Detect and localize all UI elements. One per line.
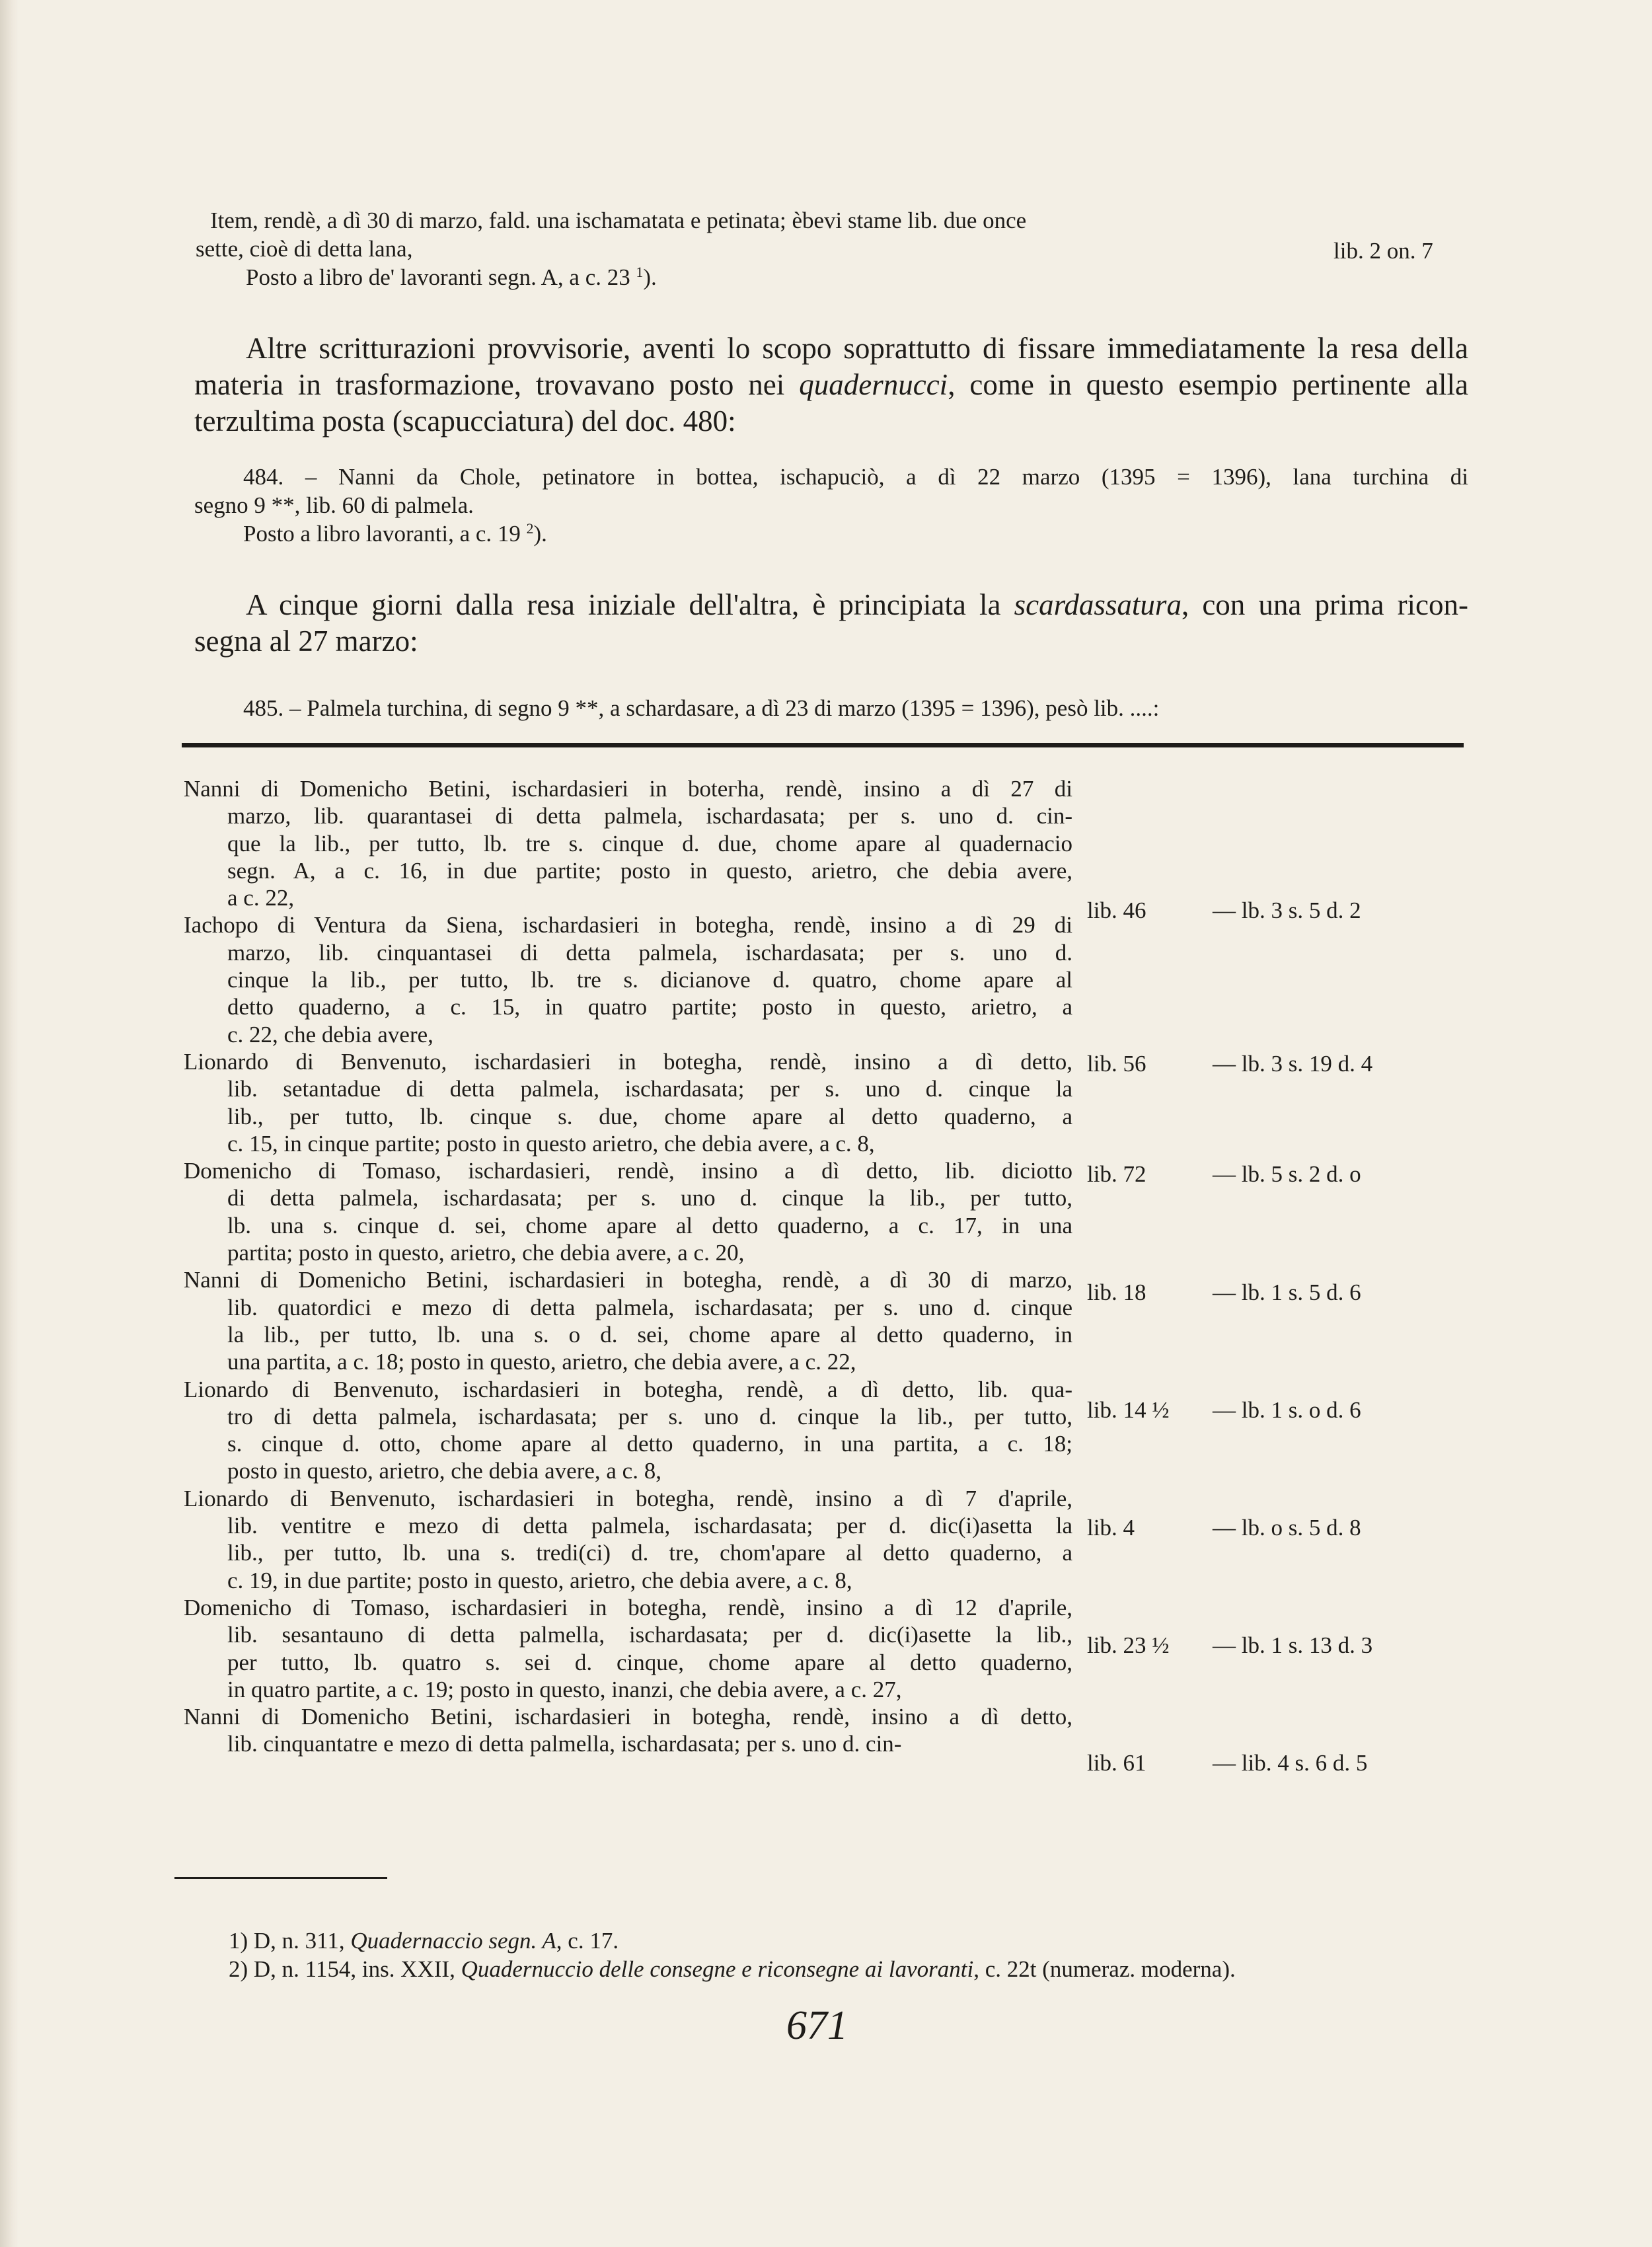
- amount-lb-s-d: — lb. 1 s. 13 d. 3: [1213, 1632, 1373, 1658]
- intro-line-3: [246, 263, 1333, 291]
- amount-lib: lib. 14 ½: [1087, 1397, 1170, 1423]
- ledger-text: [184, 775, 1072, 1757]
- ledger-line: s. cinque d. otto, chome apare al detto quaderno, in una partita, a c. 18;: [227, 1431, 1072, 1457]
- amount-lb-s-d: — lb. 5 s. 2 d. o: [1213, 1161, 1361, 1187]
- amount-lb-s-d: — lb. o s. 5 d. 8: [1213, 1515, 1361, 1541]
- footnote-1: [229, 1926, 1418, 1955]
- amount-lib: lib. 72: [1087, 1161, 1146, 1187]
- ledger-line: lib. setantadue di detta palmela, ischardasata; per s. uno d. cinque la: [227, 1076, 1072, 1102]
- doc-484-text-1: 484. – Nanni da Chole, petinatore in bottea, ischapuciò, a dì 22 marzo (1395 = 1396), lana turchina di: [243, 464, 1468, 490]
- ledger-line: lib. sesantauno di detta palmella, ischardasata; per d. dic(i)asette la lib.,: [227, 1622, 1072, 1648]
- paragraph-1: [194, 330, 1468, 439]
- footnote-1-end: , c. 17.: [556, 1928, 619, 1954]
- p1-text-1: Altre scritturazioni provvisorie, aventi lo scopo soprattutto di fissare immediatamente la resa della: [246, 332, 1468, 365]
- paragraph-1-line-3: terzultima posta (scapucciatura) del doc. 480:: [194, 404, 736, 438]
- intro-entry: [196, 206, 1333, 291]
- ledger-line: lb. una s. cinque d. sei, chome apare al detto quaderno, a c. 17, in una: [227, 1212, 1072, 1238]
- amount-lib: lib. 56: [1087, 1051, 1146, 1077]
- ledger-line: marzo, lib. cinquantasei di detta palmela, ischardasata; per s. uno d.: [227, 939, 1072, 966]
- ledger-line: a c. 22,: [227, 885, 295, 911]
- amount-lb-s-d: — lb. 3 s. 5 d. 2: [1213, 897, 1361, 923]
- doc-484-line-3: [243, 519, 1468, 548]
- ledger-line: que la lib., per tutto, lb. tre s. cinque d. due, chome apare al quadernacio: [227, 830, 1072, 857]
- intro-line-1: Item, rendè, a dì 30 di marzo, fald. una ischamatata e petinata; èbevi stame lib. due once: [210, 208, 1027, 233]
- intro-line-2: sette, cioè di detta lana,: [196, 236, 413, 262]
- ledger-line: lib. cinquantatre e mezo di detta palmella, ischardasata; per s. uno d. cin-: [227, 1731, 902, 1757]
- footnote-ref-2: 2: [526, 521, 534, 537]
- amount-row: [1087, 1749, 1367, 1777]
- ledger-line: c. 22, che debia avere,: [227, 1021, 433, 1047]
- ledger-line: Iachopo di Ventura da Siena, ischardasieri in botegha, rendè, insino a dì 29 di: [184, 912, 1072, 938]
- amount-lib: lib. 61: [1087, 1750, 1146, 1776]
- amount-lb-s-d: — lib. 4 s. 6 d. 5: [1213, 1750, 1368, 1776]
- p2-text-1-end: , con una prima ricon-: [1181, 588, 1469, 621]
- ledger-line: Nanni di Domenicho Betini, ischardasieri in botegha, rendè, a dì 30 di marzo,: [184, 1267, 1072, 1293]
- page-number: 671: [786, 2003, 848, 2048]
- ledger-line: lib., per tutto, lb. una s. tredi(ci) d. tre, chom'apare al detto quaderno, a: [227, 1540, 1072, 1566]
- doc-484: [194, 463, 1468, 548]
- amount-lb-s-d: — lb. 1 s. 5 d. 6: [1213, 1279, 1361, 1305]
- ledger-line: la lib., per tutto, lb. una s. o d. sei, chome apare al detto quaderno, in: [227, 1321, 1072, 1348]
- intro-line-3-text: Posto a libro de' lavoranti segn. A, a c. 23: [246, 264, 630, 290]
- paragraph-2-line-2: segna al 27 marzo:: [194, 625, 418, 658]
- ledger-line: Nanni di Domenicho Betini, ischardasieri in botegha, rendè, insino a dì detto,: [184, 1704, 1072, 1730]
- ledger-line: marzo, lib. quarantasei di detta palmela, ischardasata; per s. uno d. cin-: [227, 803, 1072, 829]
- footnote-ref-1: 1: [636, 264, 644, 281]
- p2-text-1: A cinque giorni dalla resa iniziale dell'altra, è principiata la: [246, 588, 1001, 621]
- ledger-line: di detta palmela, ischardasata; per s. uno d. cinque la lib., per tutto,: [227, 1185, 1072, 1211]
- amount-lib: lib. 23 ½: [1087, 1632, 1170, 1658]
- ledger-line: Lionardo di Benvenuto, ischardasieri in botegha, rendè, a dì detto, lib. qua-: [184, 1376, 1072, 1402]
- ledger-line: lib. ventitre e mezo di detta palmela, ischardasata; per d. dic(i)asetta la: [227, 1513, 1072, 1539]
- footnote-2-text: D, n. 1154, ins. XXII,: [253, 1956, 455, 1982]
- ledger-line: partita; posto in questo, arietro, che debia avere, a c. 20,: [227, 1240, 745, 1266]
- doc-485: [243, 694, 1433, 722]
- ledger-line: c. 15, in cinque partite; posto in questo arietro, che debia avere, a c. 8,: [227, 1130, 875, 1157]
- amount-lib: lib. 46: [1087, 897, 1146, 923]
- paragraph-2: [194, 587, 1468, 660]
- footnote-rule: [174, 1877, 387, 1879]
- heavy-rule: [182, 743, 1464, 747]
- doc-484-line-2: segno 9 **, lib. 60 di palmela.: [194, 492, 474, 518]
- doc-484-text-3: Posto a libro lavoranti, a c. 19: [243, 521, 521, 547]
- ledger-line: Nanni di Domenicho Betini, ischardasieri in boteгha, rendè, insino a dì 27 di: [184, 776, 1072, 802]
- ledger-line: lib. quatordici e mezo di detta palmela, ischardasata; per s. uno d. cinque: [227, 1294, 1072, 1320]
- footnote-2: [229, 1955, 1418, 1983]
- ledger-line: tro di detta palmela, ischardasata; per s. uno d. cinque la lib., per tutto,: [227, 1403, 1072, 1429]
- amount-lb-s-d: — lb. 3 s. 19 d. 4: [1213, 1051, 1373, 1077]
- amount-row: [1087, 1513, 1361, 1542]
- ledger-line: c. 19, in due partite; posto in questo, arietro, che debia avere, a c. 8,: [227, 1567, 852, 1593]
- doc-484-text-3-end: ).: [533, 521, 547, 547]
- ledger-line: detto quaderno, a c. 15, in quatro partite; posto in questo, arietro, a: [227, 994, 1072, 1020]
- ledger-line: Domenicho di Tomaso, ischardasieri, rendè, insino a dì detto, lib. diciotto: [184, 1158, 1072, 1184]
- amount-row: [1087, 1631, 1372, 1659]
- footnote-2-italic: Quadernuccio delle consegne e riconsegne ai lavoranti: [461, 1956, 974, 1982]
- amount-row: [1087, 1049, 1372, 1078]
- p2-italic-scardassatura: scardassatura: [1014, 588, 1182, 621]
- ledger-line: cinque la lib., per tutto, lb. tre s. dicianove d. quatro, chome apare al: [227, 967, 1072, 993]
- page-fold-shadow: [0, 0, 19, 2247]
- p1-italic-quadernucci: quadernucci: [799, 368, 948, 401]
- footnote-1-italic: Quadernaccio segn. A: [350, 1928, 556, 1954]
- amount-row: [1087, 1278, 1361, 1307]
- doc-485-line-1: 485. – Palmela turchina, di segno 9 **, a schardasare, a dì 23 di marzo (1395 = 1396), pesò lib. ....:: [243, 695, 1160, 721]
- ledger-line: una partita, a c. 18; posto in questo, arietro, che debia avere, a c. 22,: [227, 1349, 856, 1375]
- amount-row: [1087, 1160, 1361, 1188]
- paragraph-2-line-1: [194, 587, 1468, 623]
- ledger-line: Lionardo di Benvenuto, ischardasieri in botegha, rendè, insino a dì 7 d'aprile,: [184, 1485, 1072, 1511]
- footnotes: [229, 1926, 1418, 1983]
- ledger-line: lib., per tutto, lb. cinque s. due, chome apare al detto quaderno, a: [227, 1103, 1072, 1129]
- amount-lib: lib. 18: [1087, 1279, 1146, 1305]
- ledger-line: in quatro partite, a c. 19; posto in questo, inanzi, che debia avere, a c. 27,: [227, 1676, 902, 1702]
- paragraph-1-line-1: [194, 330, 1468, 367]
- amount-lib: lib. 4: [1087, 1515, 1135, 1541]
- footnote-1-mark: 1): [229, 1928, 248, 1954]
- amount-row: [1087, 1396, 1361, 1424]
- paragraph-1-line-2: [194, 367, 1468, 403]
- ledger-line: Lionardo di Benvenuto, ischardasieri in botegha, rendè, insino a dì detto,: [184, 1048, 1072, 1075]
- intro-amount: lib. 2 on. 7: [1333, 238, 1433, 264]
- intro-line-3-end: ).: [643, 264, 657, 290]
- p1-text-2: materia in trasformazione, trovavano posto nei: [194, 368, 785, 401]
- amount-lb-s-d: — lb. 1 s. o d. 6: [1213, 1397, 1361, 1423]
- footnote-1-text: D, n. 311,: [253, 1928, 345, 1954]
- footnote-2-mark: 2): [229, 1956, 248, 1982]
- ledger-line: posto in questo, arietro, che debia avere, a c. 8,: [227, 1458, 661, 1484]
- doc-484-line-1: [194, 463, 1468, 491]
- p1-text-2-end: , come in questo esempio pertinente alla: [948, 368, 1468, 401]
- ledger-line: per tutto, lb. quatro s. sei d. cinque, chome apare al detto quaderno,: [227, 1649, 1072, 1675]
- footnote-2-end: , c. 22t (numeraz. moderna).: [973, 1956, 1236, 1982]
- ledger-line: segn. A, a c. 16, in due partite; posto in questo, arietro, che debia avere,: [227, 857, 1072, 884]
- ledger-line: Domenicho di Tomaso, ischardasieri in botegha, rendè, insino a dì 12 d'aprile,: [184, 1594, 1072, 1620]
- amount-row: [1087, 896, 1361, 925]
